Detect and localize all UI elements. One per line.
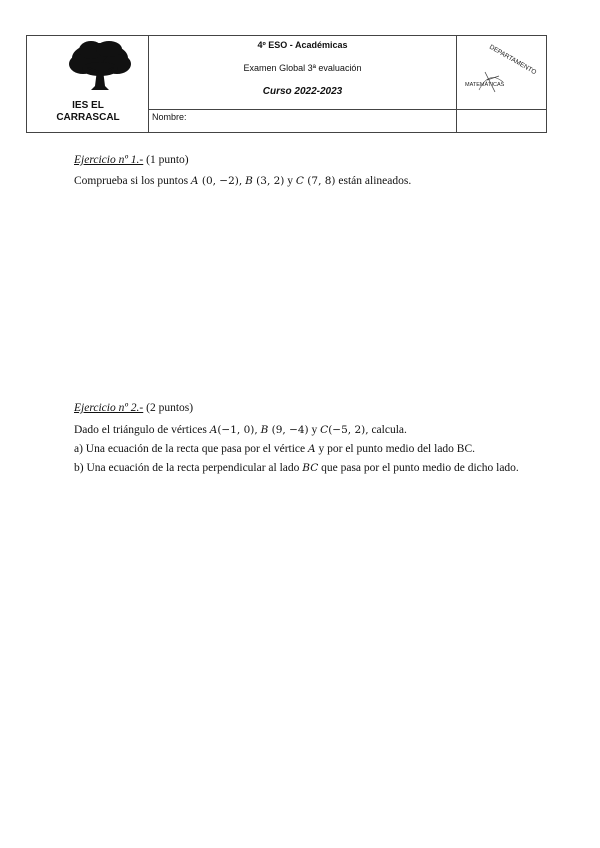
part-a-text-after: y por el punto medio del lado BC. xyxy=(318,443,476,455)
exercise1-connector: y xyxy=(287,175,294,187)
point-c: C (7, 8) xyxy=(295,175,336,187)
school-name-line1: IES EL xyxy=(72,100,104,111)
part-a-text-before: a) Una ecuación de la recta que pasa por el vértice xyxy=(74,443,306,455)
part-b-text-before: b) Una ecuación de la recta perpendicular al lado xyxy=(74,462,300,474)
school-year: Curso 2022-2023 xyxy=(262,86,343,97)
exercise2-points: (2 puntos) xyxy=(146,402,194,414)
school-name xyxy=(27,100,149,124)
name-field-label: Nombre: xyxy=(152,112,187,122)
header-divider xyxy=(456,36,457,132)
exercise1-title: Ejercicio nº 1.- xyxy=(74,154,144,166)
part-b-text-after: que pasa por el punto medio de dicho lado. xyxy=(321,462,519,474)
exercise2-connector: y xyxy=(311,424,318,436)
school-tree-logo xyxy=(67,40,133,92)
exercise1-statement xyxy=(74,174,530,189)
exercise1-text-after: están alineados. xyxy=(338,175,412,187)
part-b-side-label: BC xyxy=(302,462,319,474)
dept-logo-line2: MATEMÁTICAS xyxy=(465,82,505,88)
dept-logo-line1: DEPARTAMENTO xyxy=(488,43,538,77)
exam-title: Examen Global 3ª evaluación xyxy=(243,63,362,73)
school-name-line2: CARRASCAL xyxy=(56,112,120,123)
exercise2-part-a xyxy=(74,442,530,457)
point-a: A (0, −2), xyxy=(190,175,243,187)
point-b: B (3, 2) xyxy=(245,175,285,187)
part-a-vertex-label: A xyxy=(308,443,316,455)
exercise1-heading xyxy=(74,153,530,168)
vertex-c: C(−5, 2), xyxy=(320,424,369,436)
exercise1-text-before: Comprueba si los puntos xyxy=(74,175,189,187)
exercise2-intro xyxy=(74,423,530,438)
vertex-b: B (9, −4) xyxy=(260,424,309,436)
exercise2-intro-after: calcula. xyxy=(371,424,407,436)
vertex-a: A(−1, 0), xyxy=(209,424,258,436)
exercise2-part-b xyxy=(74,461,530,476)
exercise1-points: (1 punto) xyxy=(146,154,189,166)
exercise2-title: Ejercicio nº 2.- xyxy=(74,402,144,414)
exam-header xyxy=(26,35,547,133)
exercise2-intro-before: Dado el triángulo de vértices xyxy=(74,424,207,436)
math-department-logo xyxy=(459,40,545,110)
course-label: 4º ESO - Académicas xyxy=(257,40,348,50)
exercise2-heading xyxy=(74,401,530,416)
